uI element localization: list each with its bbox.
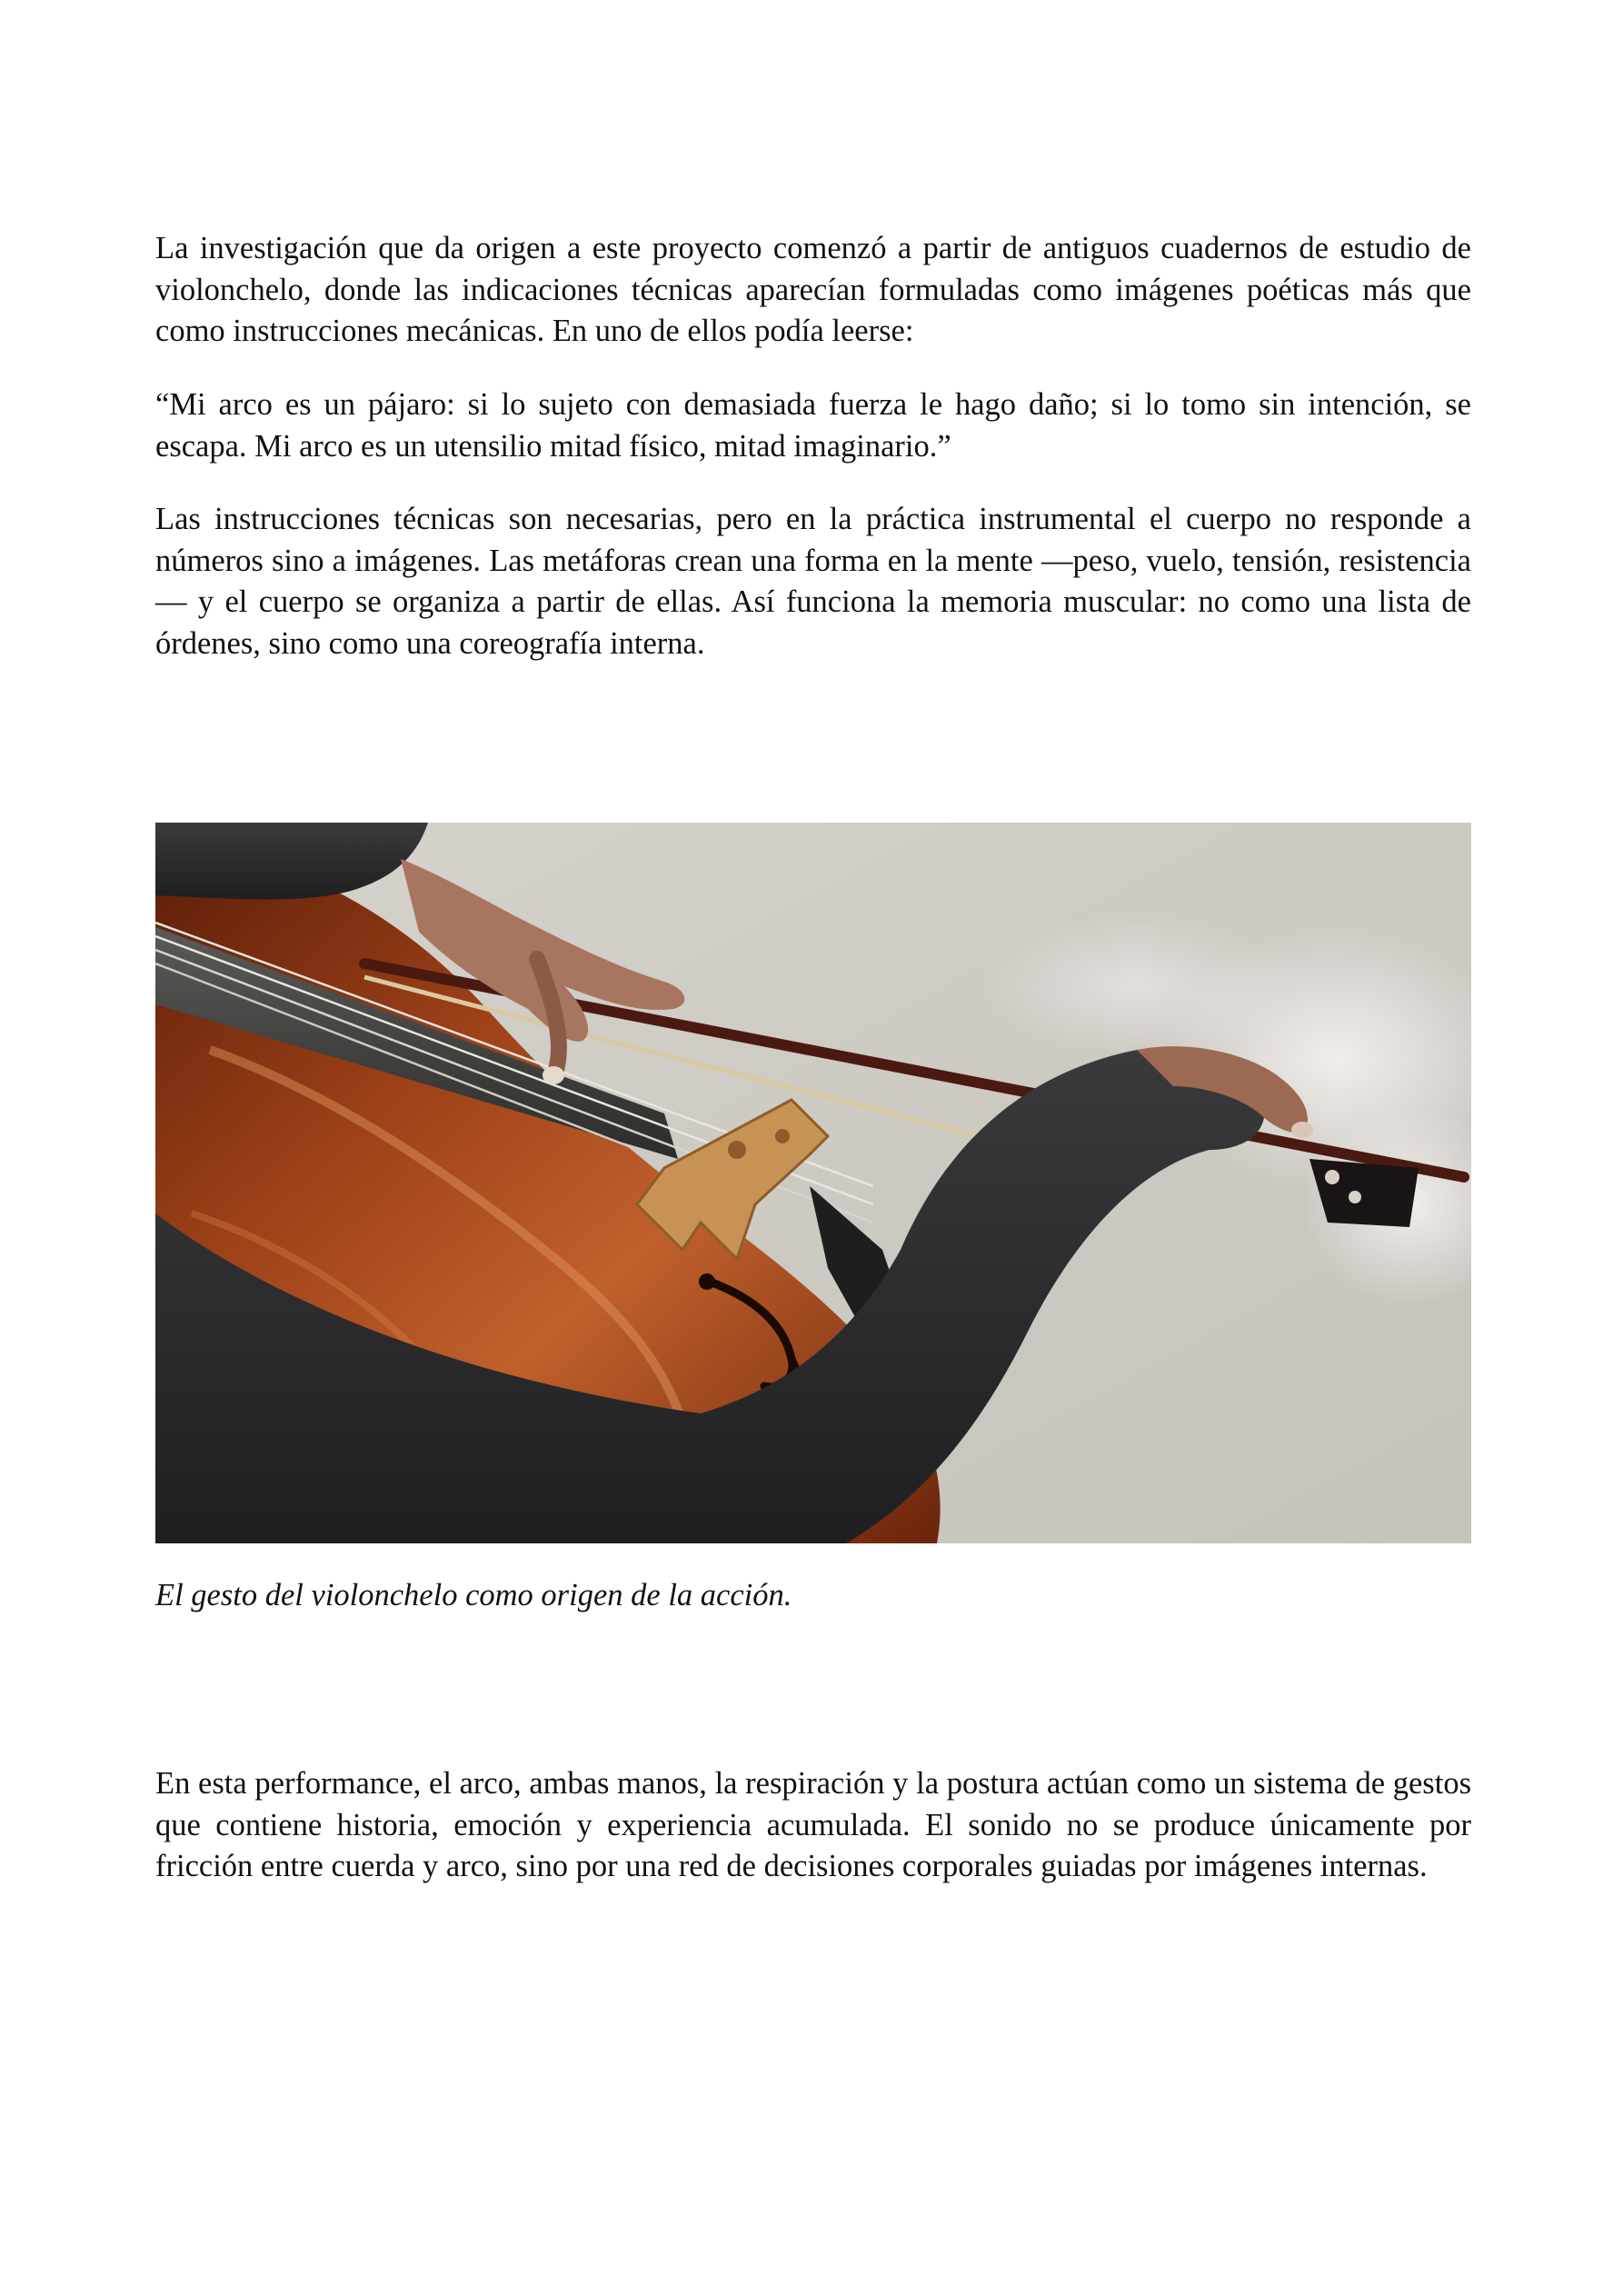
paragraph-quote: “Mi arco es un pájaro: si lo sujeto con demasiada fuerza le hago daño; si lo tomo sin intención, se escapa. Mi arco es un utensilio mitad físico, mitad imaginario.”	[155, 387, 1471, 464]
paragraph-performance: En esta performance, el arco, ambas manos, la respiración y la postura actúan como un sistema de gestos que contiene historia, emoción y experiencia acumulada. El sonido no se produce únicamente por fricción entre cuerda y arco, sino por una red de decisiones corporales guiadas por imágenes internas.	[155, 1766, 1471, 1883]
cello-photo	[155, 823, 1471, 1543]
paragraph-metaphors: Las instrucciones técnicas son necesarias, pero en la práctica instrumental el cuerpo no responde a números sino a imágenes. Las metáforas crean una forma en la mente —peso, vuelo, tensión, resistencia— y el cuerpo se organiza a partir de ellas. Así funciona la memoria muscular: no como una lista de órdenes, sino como una coreografía interna.	[155, 502, 1471, 661]
figure-caption: El gesto del violonchelo como origen de la acción.	[155, 1578, 792, 1612]
paragraph-intro: La investigación que da origen a este proyecto comenzó a partir de antiguos cuadernos de estudio de violonchelo, donde las indicaciones técnicas aparecían formuladas como imágenes poéticas más que como instrucciones mecánicas. En uno de ellos podía leerse:	[155, 231, 1471, 348]
